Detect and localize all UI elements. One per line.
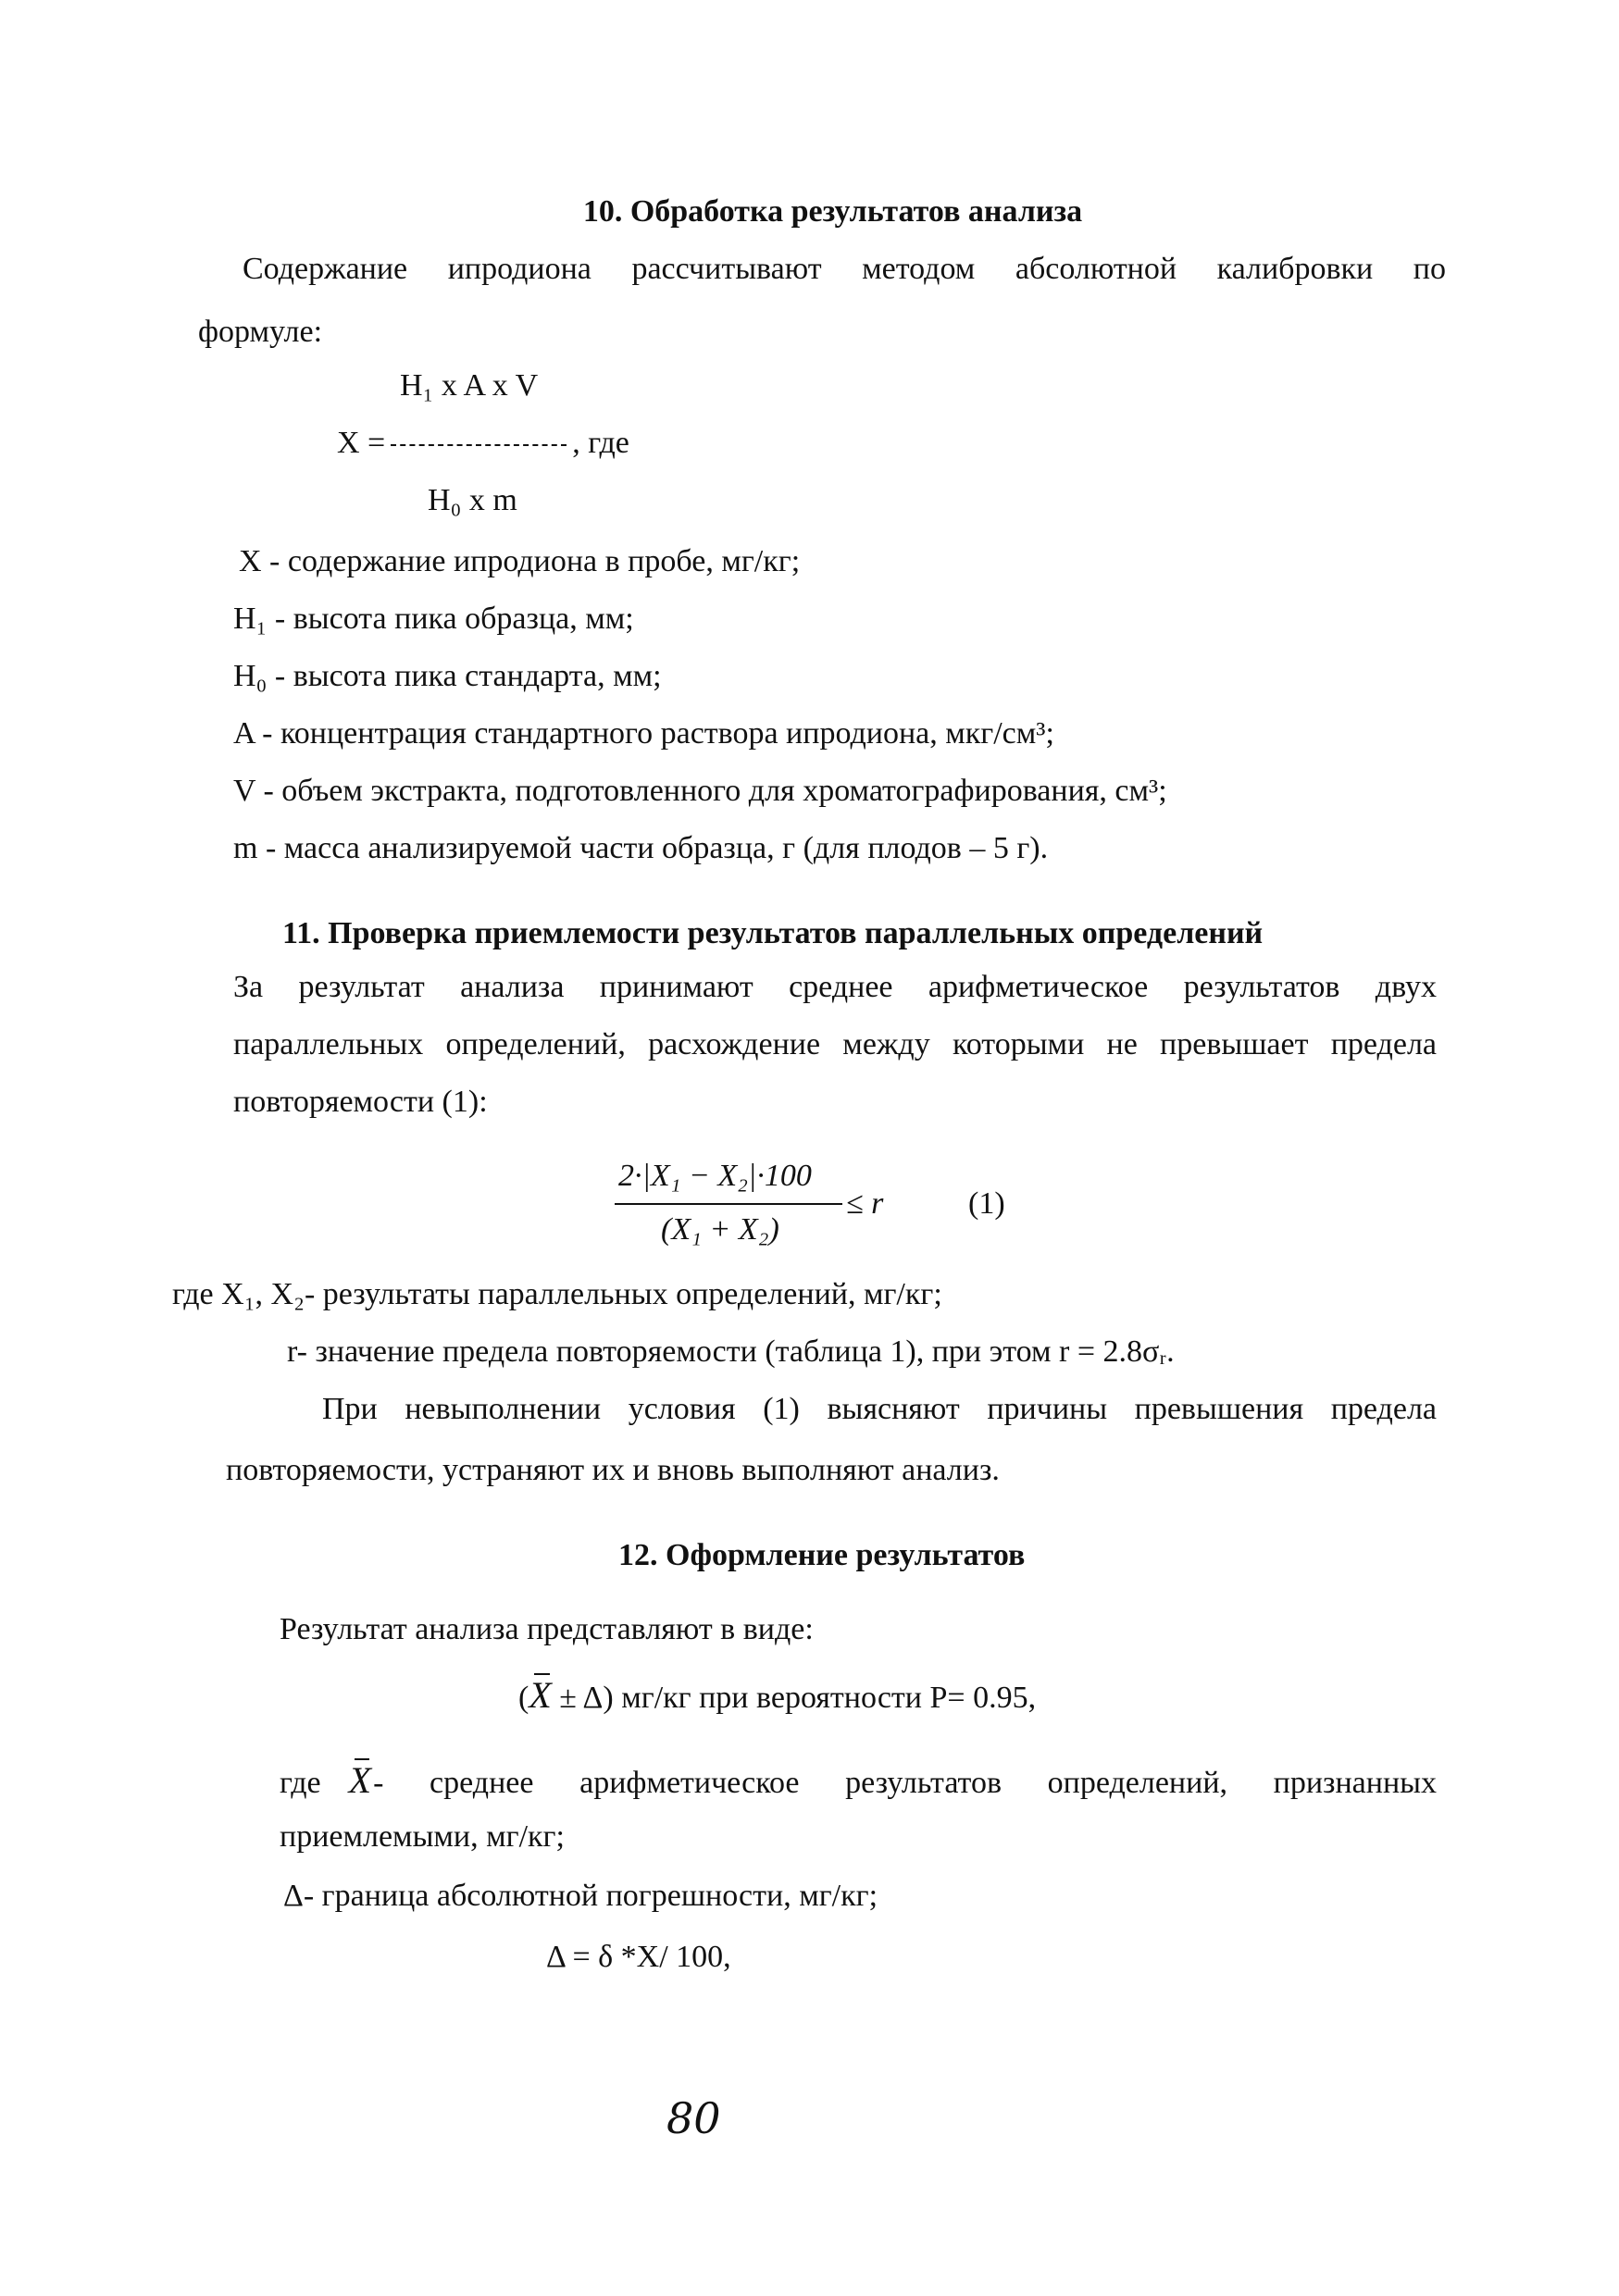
result-expression <box>518 1673 1036 1717</box>
formula-dashed-bar <box>391 444 567 446</box>
result-open-paren: ( <box>518 1681 529 1715</box>
where-xbar: X <box>348 1759 372 1801</box>
formula-lhs: X = <box>337 426 386 460</box>
page-number: 80 <box>666 2093 721 2143</box>
section-10-title: 10. Обработка результатов анализа <box>582 194 1083 229</box>
repeatability-fraction-bar <box>615 1203 842 1205</box>
section-10-intro-line2: формуле: <box>198 315 323 349</box>
result-intro: Результат анализа представляют в виде: <box>280 1612 814 1646</box>
section-11-para-line1: За результат анализа принимают среднее арифметическое результатов двух <box>233 970 1437 1004</box>
result-rest: ± Δ) мг/кг при вероятности P= 0.95, <box>551 1681 1037 1715</box>
section-12-title: 12. Оформление результатов <box>618 1538 1026 1572</box>
section-11-title: 11. Проверка приемлемости результатов параллельных определений <box>282 916 1264 950</box>
repeatability-rhs: ≤ r <box>846 1186 884 1221</box>
fail-condition-line1: При невыполнении условия (1) выясняют причины превышения предела <box>322 1392 1437 1426</box>
xbar-definition-line2: приемлемыми, мг/кг; <box>280 1819 565 1854</box>
formula-number-1: (1) <box>968 1186 1005 1221</box>
definition-m: m - масса анализируемой части образца, г (для плодов – 5 г). <box>233 831 1049 865</box>
definition-a: A - концентрация стандартного раствора ипродиона, мкг/см³; <box>233 716 1054 751</box>
r-definition: r- значение предела повторяемости (таблица 1), при этом r = 2.8σᵣ. <box>287 1334 1175 1369</box>
formula-suffix: , где <box>572 426 629 460</box>
delta-formula: Δ = δ *X/ 100, <box>546 1940 731 1974</box>
where-prefix: где <box>280 1766 321 1800</box>
definition-v: V - объем экстракта, подготовленного для хроматографирования, см³; <box>233 774 1167 808</box>
formula-denominator: H₀ x m <box>428 483 517 517</box>
definition-x: X - содержание ипродиона в пробе, мг/кг; <box>239 544 801 578</box>
section-11-para-line3: повторяемости (1): <box>233 1085 488 1119</box>
fail-condition-line2: повторяемости, устраняют их и вновь выполняют анализ. <box>226 1453 1000 1487</box>
result-xbar: X <box>529 1674 552 1716</box>
section-10-intro-line1: Содержание ипродиона рассчитывают методом абсолютной калибровки по <box>243 252 1446 286</box>
delta-definition: Δ- граница абсолютной погрешности, мг/кг; <box>283 1879 878 1913</box>
formula-numerator: H₁ x A x V <box>400 368 539 403</box>
xbar-definition-line1 <box>280 1758 1437 1802</box>
definition-h1: H₁ - высота пика образца, мм; <box>233 602 634 636</box>
section-11-para-line2: параллельных определений, расхождение между которыми не превышает предела <box>233 1027 1437 1061</box>
where-xbar-rest: - среднее арифметическое результатов определений, признанных <box>373 1766 1437 1800</box>
repeatability-numerator: 2·|X₁ − X₂|·100 <box>618 1159 812 1193</box>
definition-h0: H₀ - высота пика стандарта, мм; <box>233 659 662 693</box>
where-x1-x2: где X₁, X₂- результаты параллельных определений, мг/кг; <box>172 1277 942 1311</box>
repeatability-denominator: (X₁ + X₂) <box>661 1212 779 1247</box>
formula-main-line <box>337 426 629 461</box>
